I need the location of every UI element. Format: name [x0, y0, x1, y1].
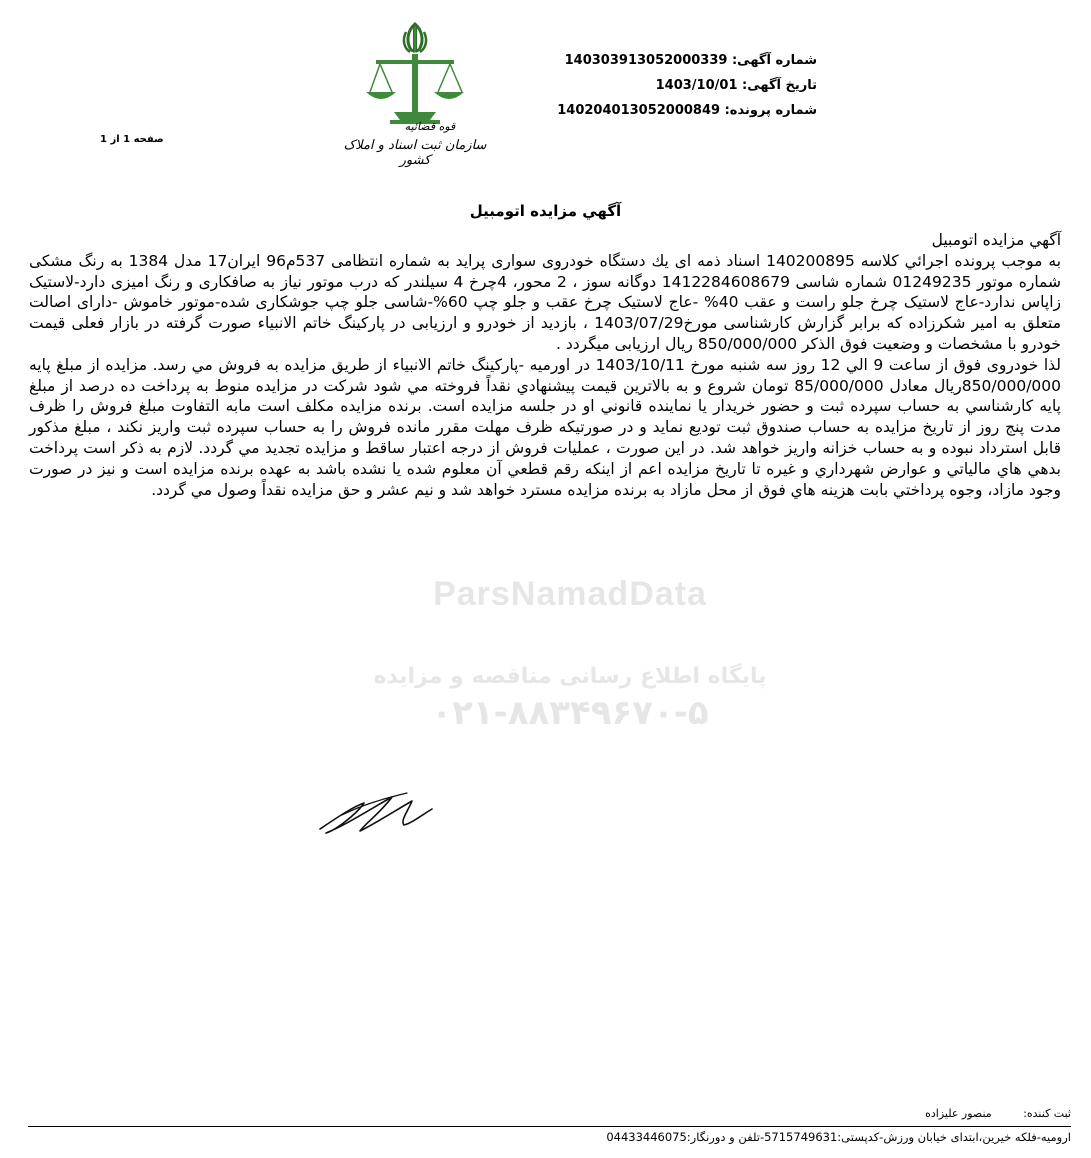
notice-number: 140303913052000339: [564, 53, 728, 68]
watermark-subtitle: پایگاه اطلاع رسانی مناقصه و مزایده: [373, 664, 767, 689]
notice-body: [29, 230, 1061, 500]
body-paragraph-1: به موجب پرونده اجرائي كلاسه 140200895 اسناد ذمه ای يك دستگاه خودروی سواری پراید به شماره انتظامی 537م96 ایران17 مدل 1384 به رنگ مشکی شماره موتور 01249235 شماره شاسی 1412284608679 دوگانه سوز ، 2 محور، 4چرخ 4 سیلندر که درب موتور نیاز به صافکاری و رنگ امیزی دارد-لاستیک زاپاس ندارد-عاج لاستیک چرخ جلو راست و عقب 40% -عاج لاستیک چرخ عقب و جلو چپ 60%-شاسی جلو چپ جوشکاری شده-موتور خاموش -دارای اصالت متعلق به امیر شکرزاده که برابر گزارش کارشناسی مورخ1403/07/29 ، بازدید از خودرو و ارزیابی در پارکینگ خاتم الانبیاء صورت گرفته در بازار فعلی قیمت خودرو با مشخصات و وضعیت فوق الذکر 850/000/000 ریال ارزیابی میگردد .: [29, 251, 1062, 353]
signature-icon: [312, 785, 452, 845]
notice-date-row: [517, 73, 817, 98]
judiciary-emblem: [330, 20, 500, 170]
watermark: [360, 575, 780, 755]
recorder-name: منصور علیزاده: [925, 1107, 992, 1120]
watermark-brand: ParsNamadData: [433, 575, 707, 613]
footer-address: ارومیه-فلکه خیرین،ابتدای خیابان ورزش-کدپستی:5715749631-تلفن و دورنگار:04433446075: [606, 1130, 1071, 1144]
emblem-org-name: سازمان ثبت اسناد و املاک کشور: [343, 138, 487, 168]
emblem-judiciary-name: قوه قضائیه: [404, 120, 456, 133]
recorder-label: ثبت كننده:: [1023, 1107, 1071, 1120]
watermark-phone: ۰۲۱-۸۸۳۴۹۶۷۰-۵: [431, 693, 709, 733]
case-number: 140204013052000849: [557, 103, 721, 118]
case-number-row: [517, 98, 817, 123]
footer-divider: [28, 1126, 1071, 1127]
notice-number-row: [517, 48, 817, 73]
notice-number-label: شماره آگهی:: [731, 53, 817, 68]
page-counter: صفحه 1 از 1: [100, 134, 164, 145]
notice-date-label: تاریخ آگهی:: [742, 78, 817, 93]
notice-date: 1403/10/01: [655, 78, 738, 93]
body-paragraph-2: لذا خودروی فوق از ساعت 9 الي 12 روز سه شنبه مورخ 1403/10/11 در اورمیه -پارکینگ خاتم الانبیاء از طريق مزايده به فروش مي رسد. مزايده از مبلغ پايه 850/000/000ريال معادل 85/000/000 تومان شروع و به بالاترين قيمت پيشنهادي نقداً فروخته مي شود شركت در مزايده منوط به پرداخت ده درصد از مبلغ پايه كارشناسي به حساب سپرده ثبت و حضور خريدار يا نماينده قانوني او در جلسه مزايده است. برنده مزايده مكلف است مابه التفاوت مبلغ فروش را ظرف مدت پنج روز از تاريخ مزايده به حساب صندوق ثبت توديع نمايد و در صورتيكه ظرف مهلت مقرر مانده فروش را به حساب سپرده ثبت واريز نكند ، مبلغ مذكور قابل استرداد نبوده و به حساب خزانه واريز خواهد شد. در اين صورت ، عمليات فروش از درجه اعتبار ساقط و مزايده تجديد مي گردد. لازم به ذكر است پرداخت بدهي هاي مالياتي و عوارض شهرداري و غيره تا تاريخ مزايده اعم از اينكه رقم قطعي آن معلوم شده يا نشده باشد به عهده برنده مزايده است و نيز در صورت وجود مازاد، وجوه پرداختي بابت هزينه هاي فوق از محل مازاد به برنده مزايده مسترد خواهد شد و نيم عشر و حق مزايده نقداً وصول مي گردد.: [29, 355, 1061, 499]
body-heading: آگهي مزايده اتومبيل: [931, 231, 1061, 249]
notice-meta: [517, 48, 817, 123]
recorder: [671, 1107, 1071, 1120]
signature: [312, 785, 452, 845]
document-title: آگهي مزايده اتومبيل: [469, 202, 622, 220]
case-number-label: شماره پرونده:: [724, 103, 817, 118]
